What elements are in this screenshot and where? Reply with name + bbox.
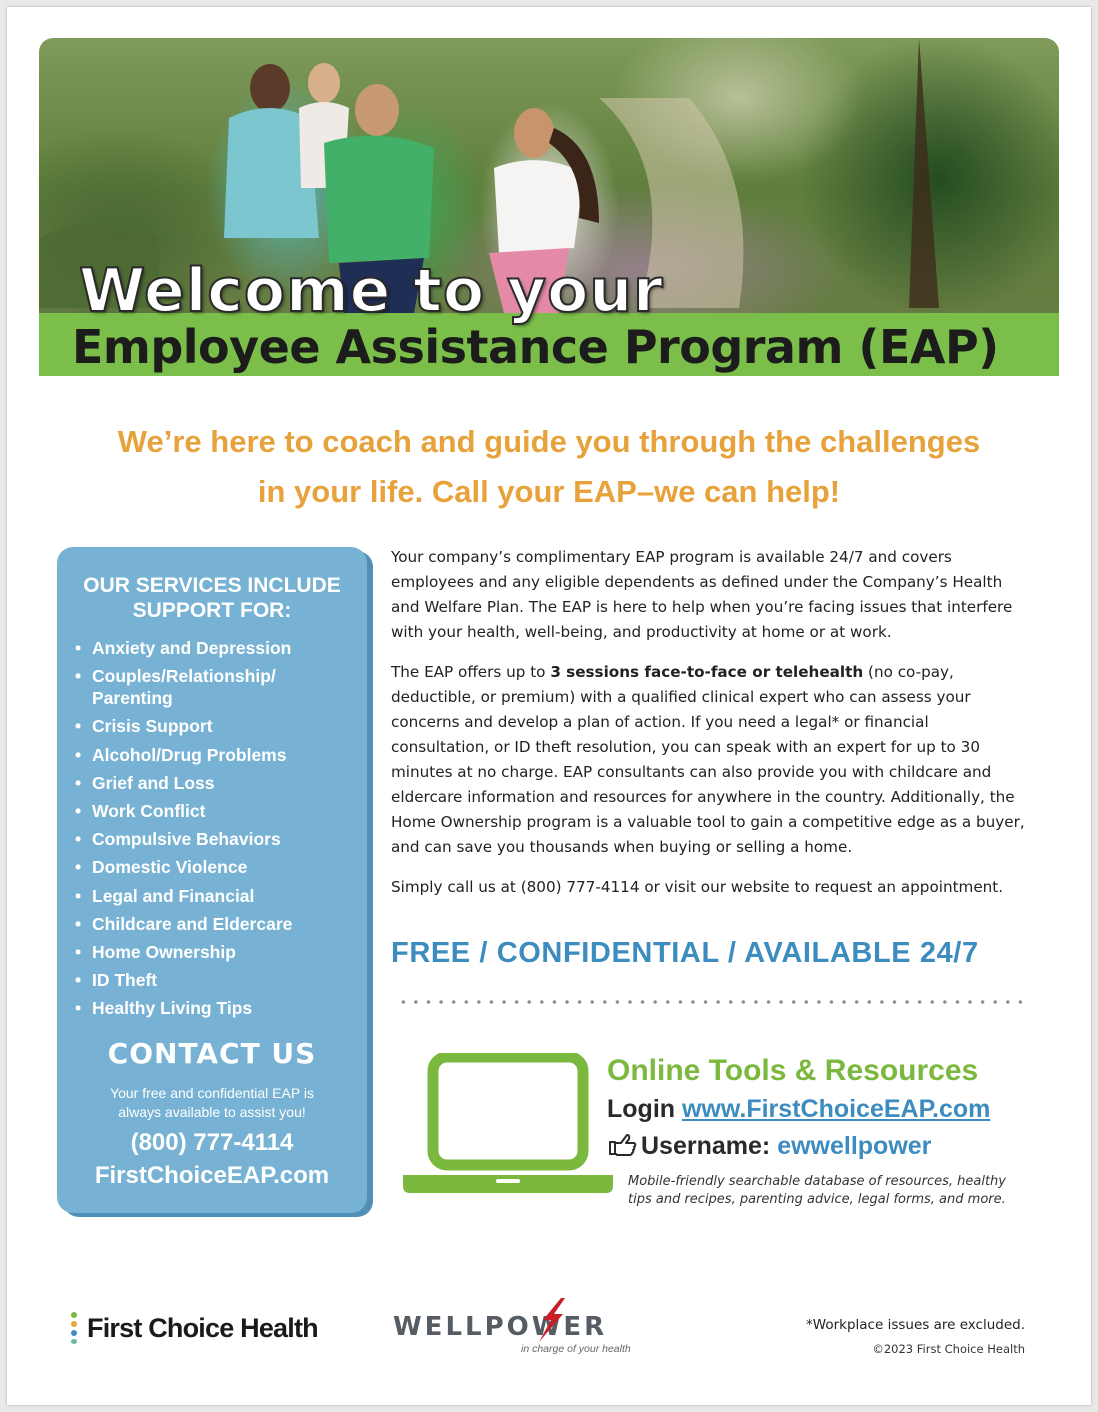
list-item: • Childcare and Eldercare — [75, 913, 360, 935]
sessions-highlight: 3 sessions face-to-face or telehealth — [550, 663, 864, 681]
online-tools-description: Mobile-friendly searchable database of resources, healthy tips and recipes, parenting advice, legal forms, and more. — [628, 1174, 1006, 1207]
wellpower-tagline: in charge of your health — [521, 1343, 631, 1355]
hero-banner — [39, 38, 1059, 376]
list-item: • Compulsive Behaviors — [75, 828, 360, 850]
body-paragraph-2 — [391, 660, 1031, 860]
services-heading — [57, 573, 367, 623]
fch-dots-icon — [69, 1312, 79, 1344]
tagline-line-2: in your life. Call your EAP–we can help! — [257, 474, 841, 509]
username-value: ewwellpower — [777, 1132, 932, 1160]
tagline-line-1: We’re here to coach and guide you through the challenges — [117, 424, 981, 459]
contact-phone-link[interactable]: (800) 777-4114 — [130, 1129, 294, 1156]
tagline — [39, 417, 1059, 517]
services-panel — [57, 547, 367, 1213]
hero-title: Employee Assistance Program (EAP) — [72, 320, 999, 374]
body-paragraph-2-prefix: The EAP offers up to — [391, 663, 551, 681]
online-username-line — [607, 1132, 931, 1161]
list-item: • Crisis Support — [75, 715, 360, 737]
services-list — [75, 637, 360, 1025]
laptop-icon — [403, 1053, 613, 1193]
list-item: • Healthy Living Tips — [75, 997, 360, 1019]
hero-welcome-text: Welcome to your — [79, 256, 664, 326]
body-paragraph-3: Simply call us at (800) 777-4114 or visit our website to request an appointment. — [391, 878, 1004, 896]
footnote: *Workplace issues are excluded. — [806, 1317, 1025, 1333]
login-url-link[interactable]: www.FirstChoiceEAP.com — [681, 1095, 991, 1123]
dotted-divider — [397, 998, 1022, 1006]
online-login-line — [607, 1095, 990, 1124]
list-item: • Home Ownership — [75, 941, 360, 963]
pointing-hand-icon — [607, 1133, 637, 1157]
contact-subtext: Your free and confidential EAP is always available to assist you! — [110, 1085, 314, 1120]
free-confidential-banner: FREE / CONFIDENTIAL / AVAILABLE 24/7 — [391, 937, 979, 969]
list-item: • Work Conflict — [75, 800, 360, 822]
list-item: • ID Theft — [75, 969, 360, 991]
list-item: • Couples/Relationship/ Parenting — [75, 665, 360, 709]
body-paragraph-2-rest: (no co-pay, deductible, or premium) with a qualified clinical expert who can assess your concerns and develop a plan of action. If you need a legal* or financial consultation, or ID theft resolution, you can speak with an expert for up to 30 minutes at no charge. EAP consultants can also provide you with childcare and eldercare information and resources for anywhere in the country. Additionally, the Home Ownership program is a valuable tool to gain a competitive edge as a buyer, and can save you thousands when buying or selling a home. — [391, 663, 1025, 856]
wellpower-logo-text: WELLPOWER — [393, 1312, 608, 1342]
online-tools-title: Online Tools & Resources — [607, 1054, 979, 1087]
list-item: • Anxiety and Depression — [75, 637, 360, 659]
services-heading-line-2: SUPPORT FOR: — [132, 599, 292, 622]
contact-website-link[interactable]: FirstChoiceEAP.com — [94, 1162, 330, 1189]
body-text — [391, 545, 1031, 915]
list-item: • Grief and Loss — [75, 772, 360, 794]
wellpower-logo — [393, 1312, 643, 1362]
list-item: • Legal and Financial — [75, 885, 360, 907]
contact-heading: CONTACT US — [107, 1037, 317, 1070]
lightning-bolt-icon — [531, 1298, 571, 1342]
list-item: • Domestic Violence — [75, 856, 360, 878]
first-choice-health-logo — [69, 1310, 318, 1346]
username-label: Username: — [641, 1132, 771, 1160]
login-label: Login — [607, 1095, 676, 1123]
fch-logo-text: First Choice Health — [87, 1312, 318, 1343]
copyright: ©2023 First Choice Health — [872, 1342, 1025, 1356]
flyer-page — [7, 7, 1091, 1405]
body-paragraph-1: Your company’s complimentary EAP program is available 24/7 and covers employees and any eligible dependents as defined under the Company’s Health and Welfare Plan. The EAP is here to help when you’re facing issues that interfere with your health, well-being, and productivity at home or at work. — [391, 548, 1013, 641]
services-heading-line-1: OUR SERVICES INCLUDE — [83, 574, 341, 597]
list-item: • Alcohol/Drug Problems — [75, 744, 360, 766]
